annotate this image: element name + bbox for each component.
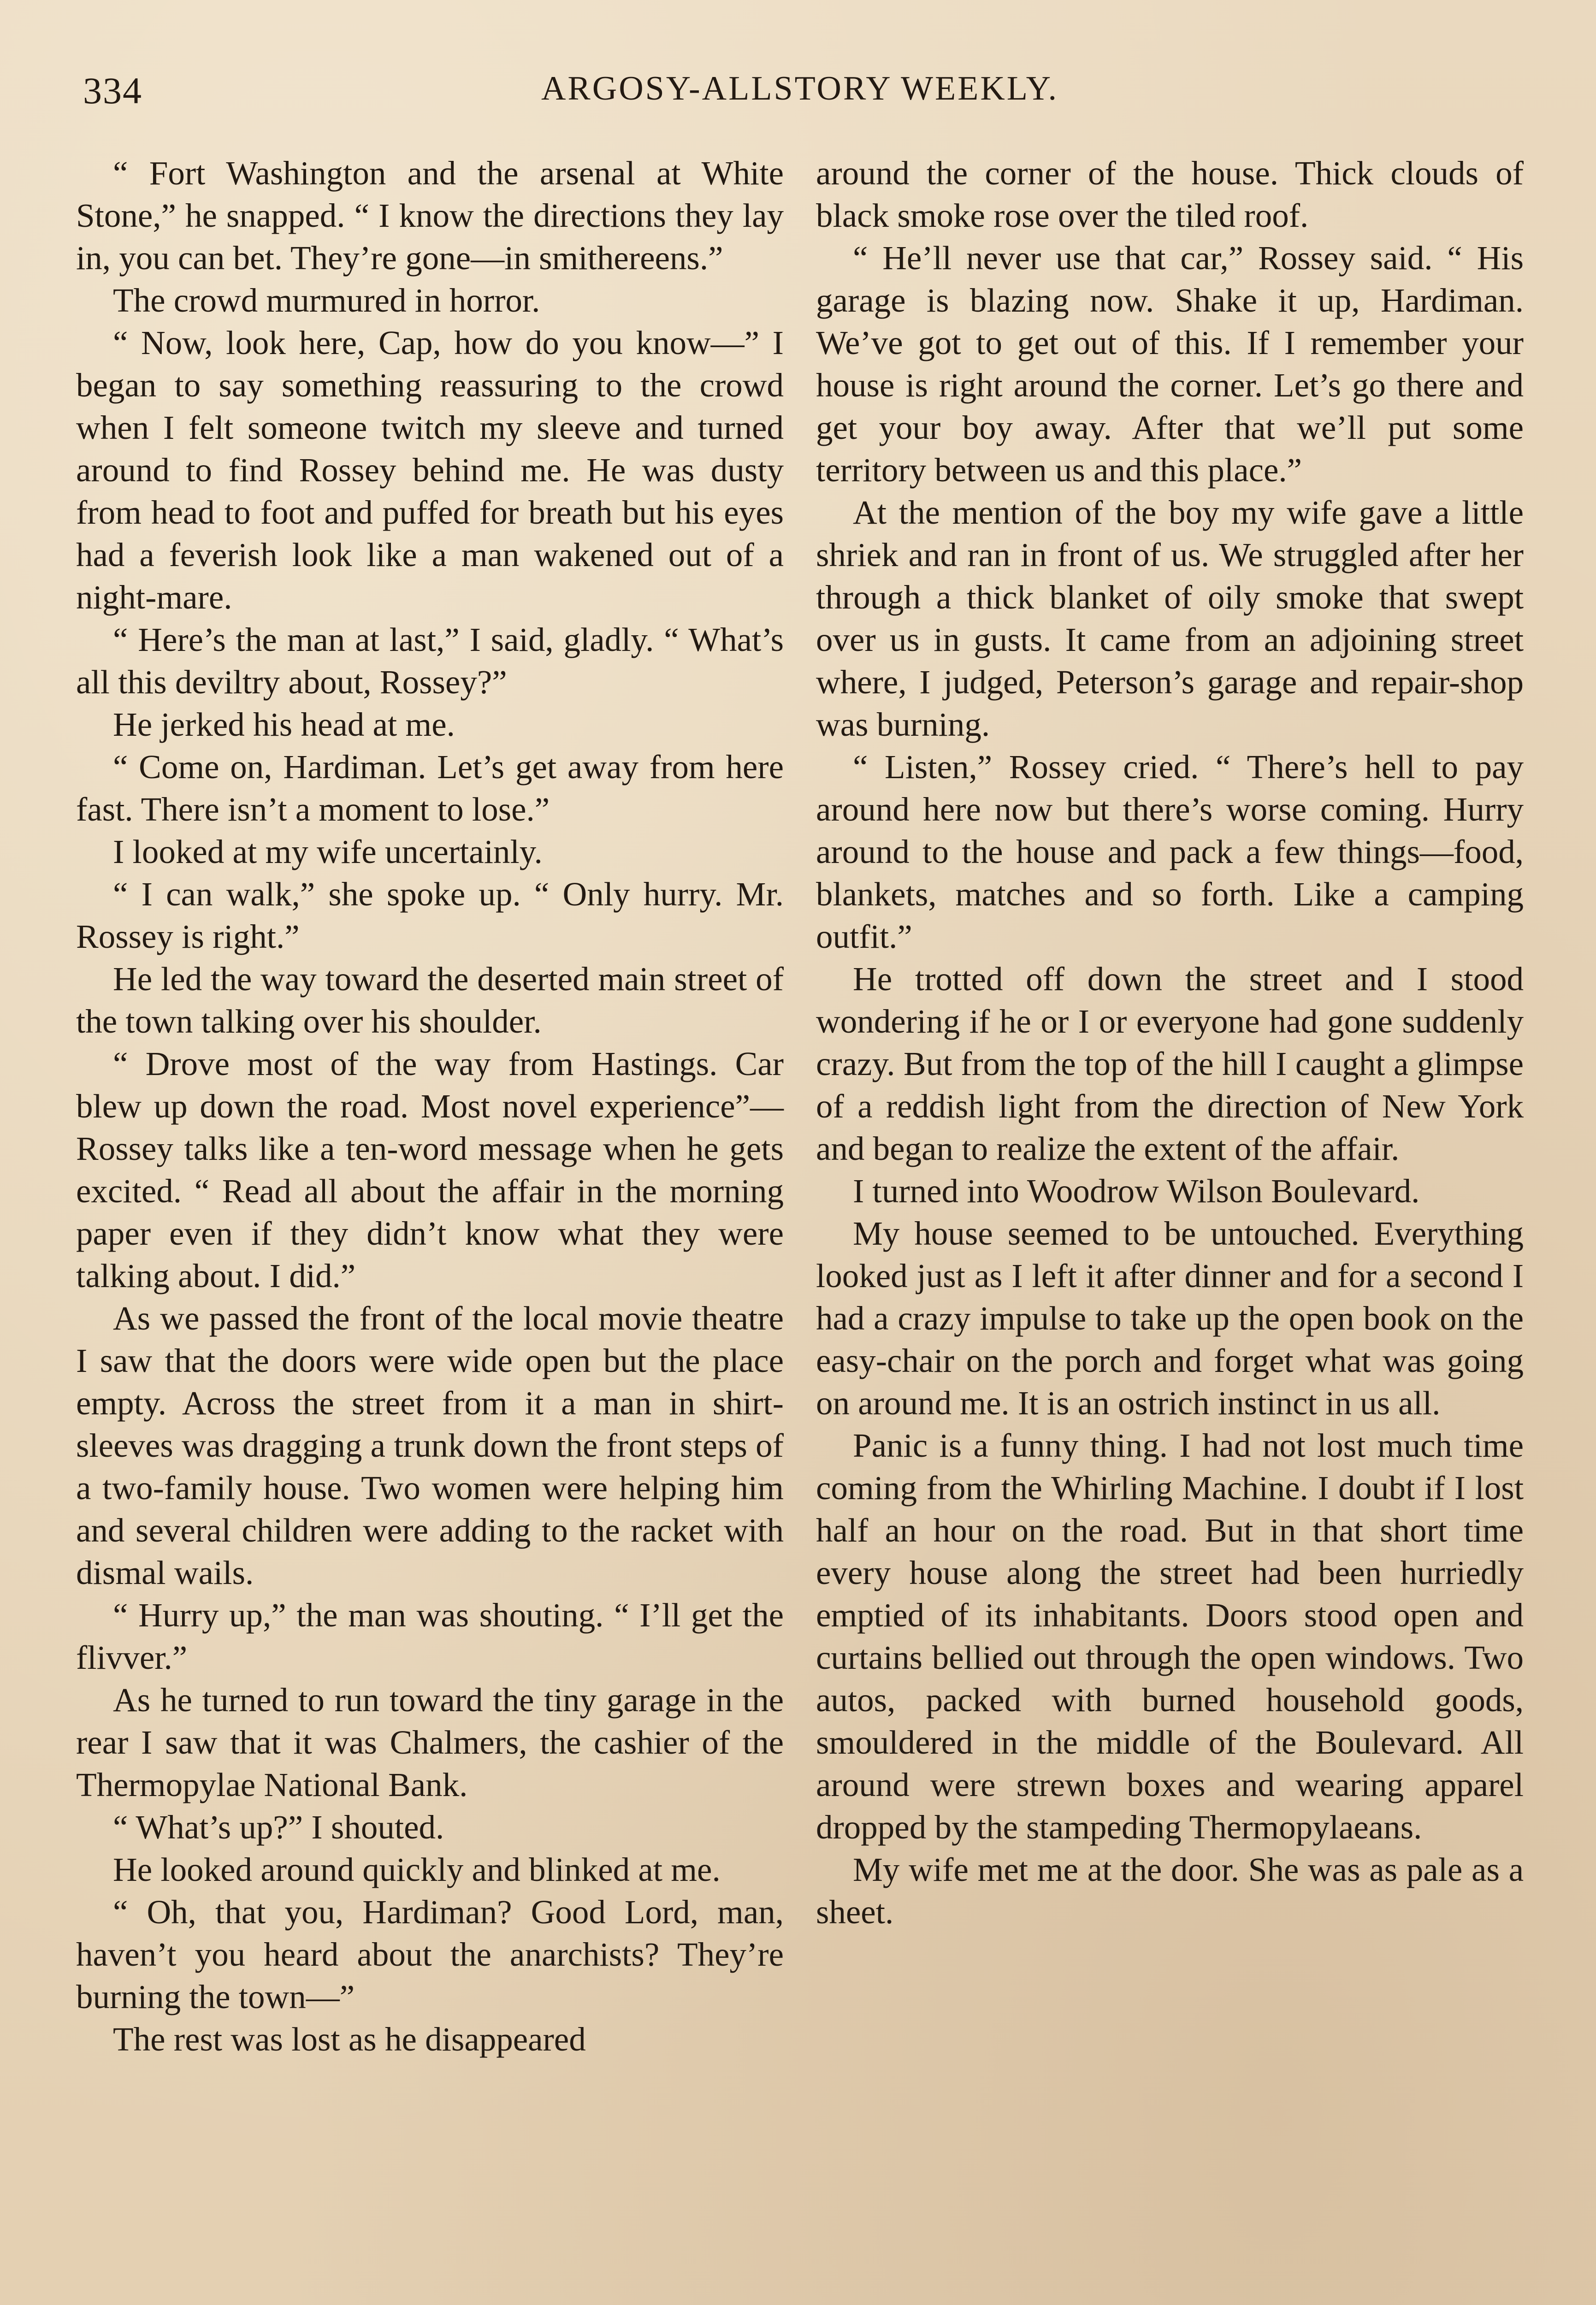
paragraph: I looked at my wife uncertainly. <box>113 833 543 870</box>
page-header <box>83 69 1517 124</box>
paragraph: As we passed the front of the local movie theatre I saw that the doors were wide open but the place empty. Across the street from it a man in shirt-sleeves was dragging a trunk down the front steps of a two-family house. Two women were helping him and several children were adding to the racket with dismal wails. <box>76 1300 784 1591</box>
paragraph: “ Hurry up,” the man was shouting. “ I’ll get the flivver.” <box>76 1596 784 1676</box>
paragraph: “ Come on, Hardiman. Let’s get away from here fast. There isn’t a moment to lose.” <box>76 748 784 828</box>
paragraph: “ I can walk,” she spoke up. “ Only hurry. Mr. Rossey is right.” <box>76 875 784 955</box>
paragraph: He looked around quickly and blinked at me. <box>113 1851 721 1888</box>
paragraph: Panic is a funny thing. I had not lost much time coming from the Whirling Machine. I doubt if I lost half an hour on the road. But in that short time every house along the street had been hurriedly emptied of its inhabitants. Doors stood open and curtains bellied out through the open windows. Two autos, packed with burned household goods, smouldered in the middle of the Boulevard. All around were strewn boxes and wearing apparel dropped by the stampeding Thermopylaeans. <box>816 1427 1524 1846</box>
paragraph: “ Listen,” Rossey cried. “ There’s hell to pay around here now but there’s worse coming. Hurry around to the house and pack a few things—food, blankets, matches and so forth. Like a camping outfit.” <box>816 748 1524 955</box>
paragraph: He trotted off down the street and I stood wondering if he or I or everyone had gone suddenly crazy. But from the top of the hill I caught a glimpse of a reddish light from the direction of New York and began to realize the extent of the affair. <box>816 960 1524 1167</box>
paragraph: “ Now, look here, Cap, how do you know—” I began to say something reassuring to the crowd when I felt someone twitch my sleeve and turned around to find Rossey behind me. He was dusty from head to foot and puffed for breath but his eyes had a feverish look like a man wakened out of a night-mare. <box>76 324 784 616</box>
paragraph: As he turned to run toward the tiny garage in the rear I saw that it was Chalmers, the cashier of the Thermopylae National Bank. <box>76 1681 784 1803</box>
paragraph: My wife met me at the door. She was as pale as a sheet. <box>816 1851 1524 1931</box>
paragraph: He jerked his head at me. <box>113 706 455 743</box>
story-columns <box>76 152 1524 2305</box>
page-number: 334 <box>83 70 142 112</box>
paragraph: The rest was lost as he disappeared <box>113 2021 586 2058</box>
running-head: ARGOSY-ALLSTORY WEEKLY. <box>541 70 1059 107</box>
left-column <box>76 152 784 2061</box>
paragraph: “ What’s up?” I shouted. <box>113 1809 444 1846</box>
paragraph: My house seemed to be untouched. Everything looked just as I left it after dinner and for a second I had a crazy impulse to take up the open book on the easy-chair on the porch and forget what was going on around me. It is an ostrich instinct in us all. <box>816 1215 1524 1422</box>
paragraph: I turned into Woodrow Wilson Boulevard. <box>853 1172 1420 1210</box>
paragraph: At the mention of the boy my wife gave a little shriek and ran in front of us. We struggled after her through a thick blanket of oily smoke that swept over us in gusts. It came from an adjoining street where, I judged, Peterson’s garage and repair-shop was burning. <box>816 494 1524 743</box>
paragraph: “ Here’s the man at last,” I said, gladly. “ What’s all this deviltry about, Rossey?” <box>76 621 784 701</box>
paragraph: “ Drove most of the way from Hastings. Car blew up down the road. Most novel experience”—Rossey talks like a ten-word message when he gets excited. “ Read all about the affair in the morning paper even if they didn’t know what they were talking about. I did.” <box>76 1045 784 1294</box>
paragraph: around the corner of the house. Thick clouds of black smoke rose over the tiled roof. <box>816 154 1524 234</box>
paragraph: He led the way toward the deserted main street of the town talking over his shoulder. <box>76 960 784 1040</box>
paragraph: “ He’ll never use that car,” Rossey said. “ His garage is blazing now. Shake it up, Hardiman. We’ve got to get out of this. If I remember your house is right around the corner. Let’s go there and get your boy away. After that we’ll put some territory between us and this place.” <box>816 239 1524 489</box>
paragraph: The crowd murmured in horror. <box>113 282 540 319</box>
paragraph: “ Fort Washington and the arsenal at White Stone,” he snapped. “ I know the directions they lay in, you can bet. They’re gone—in smithereens.” <box>76 154 784 277</box>
right-column <box>816 152 1524 1933</box>
paragraph: “ Oh, that you, Hardiman? Good Lord, man, haven’t you heard about the anarchists? They’re burning the town—” <box>76 1893 784 2015</box>
